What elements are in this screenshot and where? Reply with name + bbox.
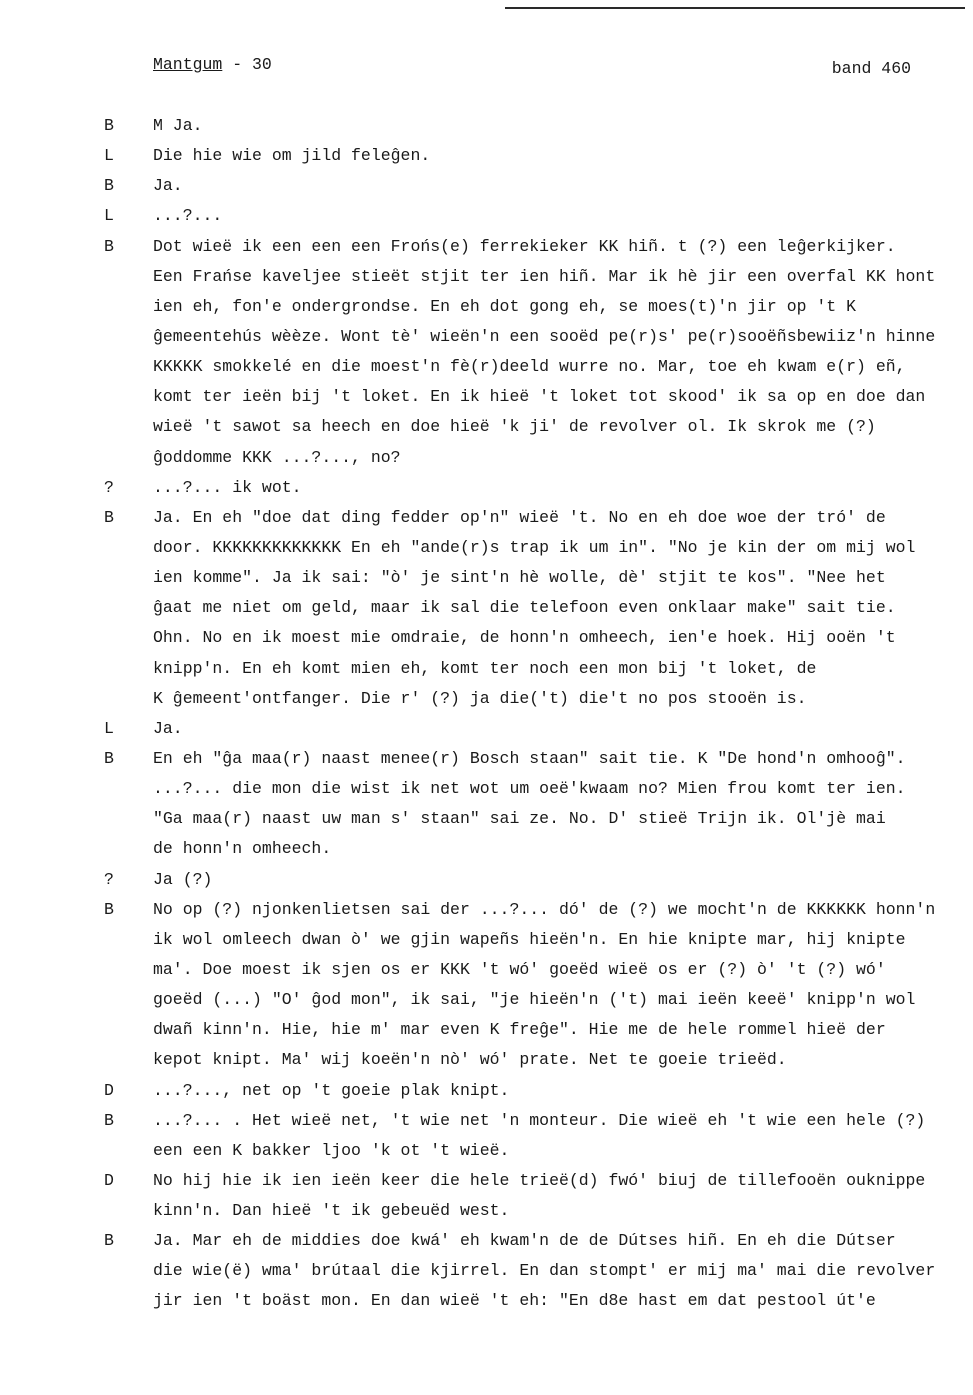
- transcript-line: [0, 297, 973, 327]
- band-label: band 460: [831, 59, 911, 78]
- speaker-label: B: [104, 176, 114, 196]
- transcript-line: [0, 749, 973, 779]
- speaker-label: ?: [104, 477, 114, 497]
- page-number: 30: [252, 55, 272, 74]
- transcript-line: [0, 387, 973, 417]
- line-text: ĝemeentehús wèèze. Wont tè' wieën'n een sooëd pe(r)s' pe(r)sooëñsbewiiz'n hinne: [153, 326, 936, 346]
- transcript-line: [0, 116, 973, 146]
- line-text: No hij hie ik ien ieën keer die hele trieë(d) fwó' biuj de tillefooën ouknippe: [153, 1170, 926, 1190]
- line-text: knipp'n. En eh komt mien eh, komt ter noch een mon bij 't loket, de: [153, 658, 817, 678]
- speaker-label: L: [104, 206, 114, 226]
- speaker-label: B: [104, 116, 114, 135]
- transcript-line: [0, 628, 973, 658]
- transcript-line: [0, 267, 973, 297]
- line-text: No op (?) njonkenlietsen sai der ...?... dó' de (?) we mocht'n de KKKKKK honn'n: [153, 899, 936, 919]
- transcript-line: [0, 1231, 973, 1261]
- transcript-line: [0, 568, 973, 598]
- transcript-line: [0, 417, 973, 447]
- line-text: kepot knipt. Ma' wij koeën'n nò' wó' prate. Net te goeie trieëd.: [153, 1050, 787, 1070]
- line-text: ĝoddomme KKK ...?..., no?: [153, 447, 401, 467]
- line-text: ma'. Doe moest ik sjen os er KKK 't wó' goeëd wieë os er (?) ò' 't (?) wó': [153, 959, 886, 979]
- transcript-line: [0, 900, 973, 930]
- line-text: Die hie wie om jild feleĝen.: [153, 146, 431, 166]
- line-text: Ja. Mar eh de middies doe kwá' eh kwam'n de de Dútses hiñ. En eh die Dútser: [153, 1231, 896, 1251]
- line-text: ien komme". Ja ik sai: "ò' je sint'n hè wolle, dè' stjit te kos". "Nee het: [153, 568, 886, 588]
- line-text: ...?..., net op 't goeie plak knipt.: [153, 1080, 510, 1100]
- transcript-line: [0, 327, 973, 357]
- line-text: jir ien 't boäst mon. En dan wieë 't eh: "En d8e hast em dat pestool út'e: [153, 1291, 876, 1311]
- line-text: K ĝemeent'ontfanger. Die r' (?) ja die('t) die't no pos stooën is.: [153, 688, 807, 708]
- transcript-line: [0, 1291, 973, 1321]
- line-text: komt ter ieën bij 't loket. En ik hieë 't loket tot skood' ik sa op en doe dan: [153, 387, 926, 407]
- transcript-line: [0, 598, 973, 628]
- transcript-line: [0, 237, 973, 267]
- transcript-line: [0, 1141, 973, 1171]
- line-text: kinn'n. Dan hieë 't ik gebeuëd west.: [153, 1201, 510, 1221]
- transcript-line: [0, 538, 973, 568]
- speaker-label: D: [104, 1080, 114, 1100]
- transcript-line: [0, 839, 973, 869]
- line-text: ĝaat me niet om geld, maar ik sal die telefoon even onklaar make" sait tie.: [153, 598, 896, 618]
- page-separator: -: [222, 55, 253, 74]
- transcript-line: [0, 1261, 973, 1291]
- speaker-label: L: [104, 718, 114, 738]
- line-text: ...?...: [153, 206, 223, 226]
- line-text: Ja.: [153, 176, 183, 196]
- transcript-line: [0, 659, 973, 689]
- speaker-label: L: [104, 146, 114, 166]
- transcript-line: [0, 1111, 973, 1141]
- line-text: de honn'n omheech.: [153, 839, 332, 859]
- speaker-label: D: [104, 1170, 114, 1190]
- page-header: [153, 55, 911, 83]
- top-rule: [505, 7, 965, 9]
- transcript-line: [0, 689, 973, 719]
- transcript-line: [0, 779, 973, 809]
- line-text: ik wol omleech dwan ò' we gjin wapeñs hieën'n. En hie knipte mar, hij knipte: [153, 929, 906, 949]
- line-text: door. KKKKKKKKKKKKK En eh "ande(r)s trap ik um in". "No je kin der om mij wol: [153, 537, 916, 557]
- place-name: Mantgum: [153, 55, 223, 74]
- transcript-line: [0, 960, 973, 990]
- transcript-body: [0, 116, 973, 1322]
- line-text: Dot wieë ik een een een Frońs(e) ferrekieker KK hiñ. t (?) een leĝerkijker.: [153, 236, 896, 256]
- header-left: [153, 55, 272, 74]
- speaker-label: ?: [104, 869, 114, 889]
- transcript-line: [0, 870, 973, 900]
- speaker-label: B: [104, 748, 114, 768]
- transcript-line: [0, 990, 973, 1020]
- line-text: Een Frańse kaveljee stieët stjit ter ien hiñ. Mar ik hè jir een overfal KK hont: [153, 266, 936, 286]
- line-text: een een K bakker ljoo 'k ot 't wieë.: [153, 1140, 510, 1160]
- line-text: En eh "ĝa maa(r) naast menee(r) Bosch staan" sait tie. K "De hond'n omhooĝ".: [153, 748, 906, 768]
- line-text: goeëd (...) "O' ĝod mon", ik sai, "je hieën'n ('t) mai ieën keeë' knipp'n wol: [153, 990, 916, 1010]
- line-text: KKKKK smokkelé en die moest'n fè(r)deeld wurre no. Mar, toe eh kwam e(r) eñ,: [153, 357, 906, 377]
- line-text: ...?... ik wot.: [153, 477, 302, 497]
- transcript-line: [0, 1171, 973, 1201]
- transcript-line: [0, 719, 973, 749]
- line-text: Ohn. No en ik moest mie omdraie, de honn'n omheech, ien'e hoek. Hij ooën 't: [153, 628, 896, 648]
- speaker-label: B: [104, 236, 114, 256]
- transcript-line: [0, 146, 973, 176]
- speaker-label: B: [104, 1231, 114, 1251]
- line-text: ien eh, fon'e ondergrondse. En eh dot gong eh, se moes(t)'n jir op 't K: [153, 296, 857, 316]
- line-text: ...?... . Het wieë net, 't wie net 'n monteur. Die wieë eh 't wie een hele (?): [153, 1110, 926, 1130]
- transcript-line: [0, 448, 973, 478]
- speaker-label: B: [104, 507, 114, 527]
- transcript-line: [0, 809, 973, 839]
- line-text: die wie(ë) wma' brútaal die kjirrel. En dan stompt' er mij ma' mai die revolver: [153, 1261, 936, 1281]
- transcript-line: [0, 478, 973, 508]
- line-text: wieë 't sawot sa heech en doe hieë 'k ji' de revolver ol. Ik skrok me (?): [153, 417, 876, 437]
- transcript-line: [0, 1050, 973, 1080]
- transcript-line: [0, 176, 973, 206]
- speaker-label: B: [104, 899, 114, 919]
- line-text: M Ja.: [153, 116, 203, 135]
- line-text: "Ga maa(r) naast uw man s' staan" sai ze. No. D' stieë Trijn ik. Ol'jè mai: [153, 809, 886, 829]
- transcript-line: [0, 1020, 973, 1050]
- transcript-line: [0, 1081, 973, 1111]
- transcript-line: [0, 508, 973, 538]
- line-text: Ja (?): [153, 869, 213, 889]
- line-text: dwañ kinn'n. Hie, hie m' mar even K freĝe". Hie me de hele rommel hieë der: [153, 1020, 886, 1040]
- line-text: Ja. En eh "doe dat ding fedder op'n" wieë 't. No en eh doe woe der tró' de: [153, 507, 886, 527]
- transcript-line: [0, 930, 973, 960]
- transcript-line: [0, 206, 973, 236]
- speaker-label: B: [104, 1110, 114, 1130]
- line-text: ...?... die mon die wist ik net wot um oeë'kwaam no? Mien frou komt ter ien.: [153, 779, 906, 799]
- transcript-line: [0, 1201, 973, 1231]
- transcript-line: [0, 357, 973, 387]
- line-text: Ja.: [153, 718, 183, 738]
